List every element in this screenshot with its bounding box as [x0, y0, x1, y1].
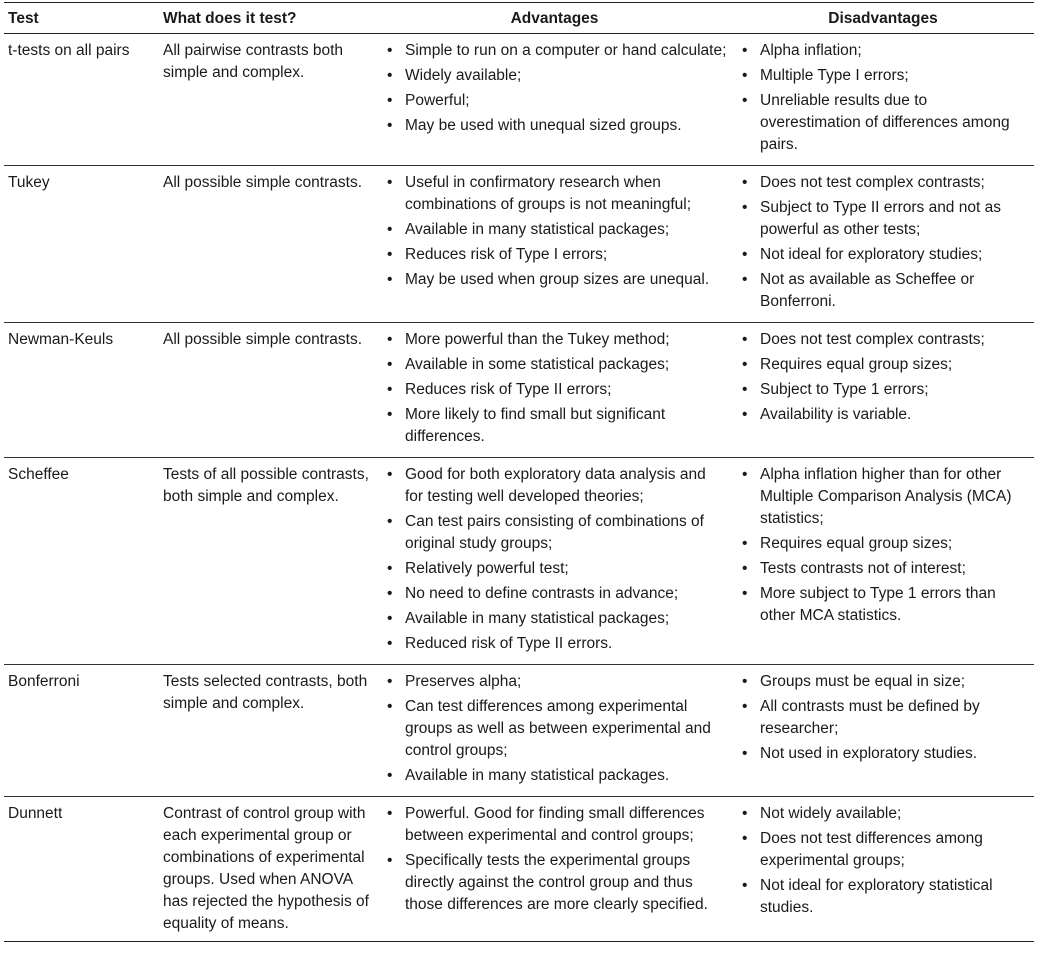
- disadvantage-item: • Not used in exploratory studies.: [738, 743, 1030, 765]
- disadvantage-item: • Does not test complex contrasts;: [738, 172, 1030, 194]
- cell-what-it-tests: All pairwise contrasts both simple and complex.: [163, 42, 344, 81]
- advantage-item: • Can test pairs consisting of combinations of original study groups;: [383, 511, 728, 555]
- disadvantage-item: • Not ideal for exploratory studies;: [738, 244, 1030, 266]
- disadvantages-list: [738, 329, 1030, 426]
- table-row: [4, 665, 1034, 797]
- disadvantage-item: • Groups must be equal in size;: [738, 671, 1030, 693]
- advantages-list: [383, 464, 728, 655]
- disadvantage-item: • Not ideal for exploratory statistical studies.: [738, 875, 1030, 919]
- advantage-item: • Reduces risk of Type II errors;: [383, 379, 728, 401]
- advantage-item: • Powerful. Good for finding small differences between experimental and control groups;: [383, 803, 728, 847]
- table-row: [4, 34, 1034, 166]
- disadvantages-list: [738, 464, 1030, 627]
- header-disadvantages: Disadvantages: [828, 9, 938, 27]
- cell-test-name: Newman-Keuls: [8, 331, 114, 348]
- cell-what-it-tests: Tests selected contrasts, both simple and complex.: [163, 673, 368, 712]
- advantages-list: [383, 329, 728, 448]
- cell-what-it-tests: Contrast of control group with each experimental group or combinations of experimental groups. Used when ANOVA has rejected the hypothesis of equality of means.: [163, 805, 369, 932]
- table-header-row: [4, 2, 1034, 34]
- header-what-does-it-test: What does it test?: [163, 9, 297, 27]
- disadvantage-item: • Not as available as Scheffee or Bonferroni.: [738, 269, 1030, 313]
- cell-advantages: [377, 34, 732, 165]
- disadvantage-item: • All contrasts must be defined by researcher;: [738, 696, 1030, 740]
- advantage-item: • Widely available;: [383, 65, 728, 87]
- advantage-item: • More powerful than the Tukey method;: [383, 329, 728, 351]
- advantage-item: • Simple to run on a computer or hand calculate;: [383, 40, 728, 62]
- advantages-list: [383, 172, 728, 291]
- advantage-item: • No need to define contrasts in advance;: [383, 583, 728, 605]
- comparison-table: [4, 2, 1034, 942]
- disadvantage-item: • Does not test complex contrasts;: [738, 329, 1030, 351]
- advantage-item: • Can test differences among experimental groups as well as between experimental and control groups;: [383, 696, 728, 762]
- advantage-item: • Relatively powerful test;: [383, 558, 728, 580]
- cell-advantages: [377, 458, 732, 664]
- cell-disadvantages: [732, 665, 1034, 796]
- cell-disadvantages: [732, 797, 1034, 941]
- cell-test-name: t-tests on all pairs: [8, 42, 130, 59]
- cell-disadvantages: [732, 166, 1034, 322]
- advantage-item: • Useful in confirmatory research when combinations of groups is not meaningful;: [383, 172, 728, 216]
- disadvantage-item: • Not widely available;: [738, 803, 1030, 825]
- advantage-item: • Powerful;: [383, 90, 728, 112]
- table-row: [4, 797, 1034, 942]
- advantage-item: • Available in many statistical packages;: [383, 608, 728, 630]
- disadvantage-item: • Subject to Type 1 errors;: [738, 379, 1030, 401]
- advantage-item: • May be used when group sizes are unequal.: [383, 269, 728, 291]
- disadvantages-list: [738, 803, 1030, 919]
- cell-what-it-tests: All possible simple contrasts.: [163, 331, 362, 348]
- advantages-list: [383, 671, 728, 787]
- cell-disadvantages: [732, 34, 1034, 165]
- advantage-item: • Specifically tests the experimental groups directly against the control group and thus those differences are more clearly specified.: [383, 850, 728, 916]
- table-row: [4, 323, 1034, 458]
- cell-disadvantages: [732, 458, 1034, 664]
- cell-advantages: [377, 166, 732, 322]
- advantage-item: • Reduces risk of Type I errors;: [383, 244, 728, 266]
- advantage-item: • Available in some statistical packages;: [383, 354, 728, 376]
- cell-advantages: [377, 797, 732, 941]
- disadvantages-list: [738, 671, 1030, 765]
- disadvantage-item: • Unreliable results due to overestimation of differences among pairs.: [738, 90, 1030, 156]
- advantages-list: [383, 803, 728, 916]
- disadvantage-item: • Availability is variable.: [738, 404, 1030, 426]
- cell-what-it-tests: Tests of all possible contrasts, both simple and complex.: [163, 466, 369, 505]
- cell-test-name: Dunnett: [8, 805, 63, 822]
- header-test: Test: [8, 9, 39, 27]
- disadvantage-item: • Multiple Type I errors;: [738, 65, 1030, 87]
- disadvantages-list: [738, 172, 1030, 313]
- table-row: [4, 166, 1034, 323]
- advantages-list: [383, 40, 728, 137]
- advantage-item: • May be used with unequal sized groups.: [383, 115, 728, 137]
- advantage-item: • Preserves alpha;: [383, 671, 728, 693]
- advantage-item: • Available in many statistical packages.: [383, 765, 728, 787]
- disadvantages-list: [738, 40, 1030, 156]
- disadvantage-item: • Tests contrasts not of interest;: [738, 558, 1030, 580]
- cell-advantages: [377, 323, 732, 457]
- cell-test-name: Bonferroni: [8, 673, 80, 690]
- cell-test-name: Scheffee: [8, 466, 69, 483]
- disadvantage-item: • Alpha inflation;: [738, 40, 1030, 62]
- disadvantage-item: • Requires equal group sizes;: [738, 533, 1030, 555]
- advantage-item: • Good for both exploratory data analysis and for testing well developed theories;: [383, 464, 728, 508]
- advantage-item: • More likely to find small but significant differences.: [383, 404, 728, 448]
- cell-disadvantages: [732, 323, 1034, 457]
- disadvantage-item: • Requires equal group sizes;: [738, 354, 1030, 376]
- disadvantage-item: • Alpha inflation higher than for other Multiple Comparison Analysis (MCA) statistics;: [738, 464, 1030, 530]
- cell-test-name: Tukey: [8, 174, 50, 191]
- table-body: [4, 34, 1034, 942]
- cell-what-it-tests: All possible simple contrasts.: [163, 174, 362, 191]
- advantage-item: • Available in many statistical packages;: [383, 219, 728, 241]
- advantage-item: • Reduced risk of Type II errors.: [383, 633, 728, 655]
- disadvantage-item: • More subject to Type 1 errors than other MCA statistics.: [738, 583, 1030, 627]
- disadvantage-item: • Does not test differences among experimental groups;: [738, 828, 1030, 872]
- table-row: [4, 458, 1034, 665]
- cell-advantages: [377, 665, 732, 796]
- header-advantages: Advantages: [510, 9, 599, 27]
- disadvantage-item: • Subject to Type II errors and not as powerful as other tests;: [738, 197, 1030, 241]
